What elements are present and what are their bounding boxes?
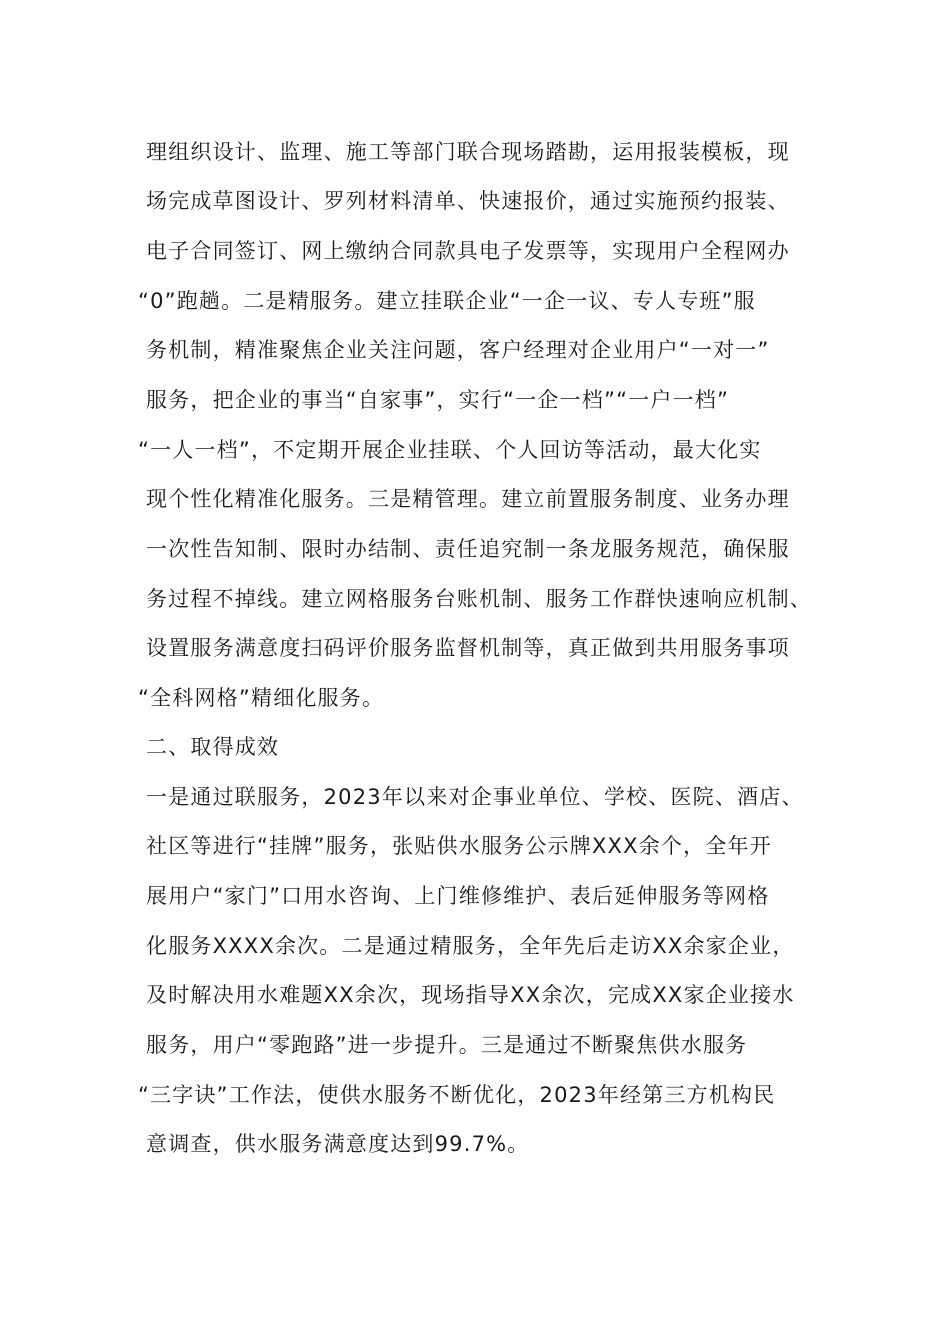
paragraph2-line-1: 一是通过联服务，2023年以来对企事业单位、学校、医院、酒店、 [146, 785, 804, 809]
paragraph2-line-7: “三字诀”工作法，使供水服务不断优化，2023年经第三方机构民 [138, 1083, 776, 1107]
paragraph1-line-2: 场完成草图设计、罗列材料清单、快速报价，通过实施预约报装、 [146, 189, 790, 213]
paragraph2-line-3: 展用户“家门”口用水咨询、上门维修维护、表后延伸服务等网格 [146, 884, 770, 908]
paragraph1-line-9: 一次性告知制、限时办结制、责任追究制一条龙服务规范，确保服 [146, 537, 790, 561]
paragraph1-line-8: 现个性化精准化服务。三是精管理。建立前置服务制度、业务办理 [146, 487, 790, 511]
paragraph2-line-4: 化服务XXXX余次。二是通过精服务，全年先后走访XX余家企业， [146, 934, 795, 958]
paragraph2-line-8: 意调查，供水服务满意度达到99.7%。 [146, 1132, 530, 1156]
paragraph2-line-6: 服务，用户“零跑路”进一步提升。三是通过不断聚焦供水服务 [146, 1033, 748, 1057]
paragraph1-line-6: 服务，把企业的事当“自家事”，实行“一企一档”“一户一档” [146, 388, 730, 412]
paragraph1-line-10: 务过程不掉线。建立网格服务台账机制、服务工作群快速响应机制、 [146, 587, 812, 611]
paragraph1-line-11: 设置服务满意度扫码评价服务监督机制等，真正做到共用服务事项 [146, 636, 790, 660]
paragraph1-line-12: “全科网格”精细化服务。 [138, 686, 385, 710]
paragraph1-line-4: “0”跑趟。二是精服务。建立挂联企业“一企一议、专人专班”服 [138, 289, 756, 313]
paragraph1-line-7: “一人一档”，不定期开展企业挂联、个人回访等活动，最大化实 [138, 438, 762, 462]
paragraph1-line-3: 电子合同签订、网上缴纳合同款具电子发票等，实现用户全程网办 [146, 239, 790, 263]
paragraph2-line-5: 及时解决用水难题XX余次，现场指导XX余次，完成XX家企业接水 [146, 983, 795, 1007]
paragraph2-line-2: 社区等进行“挂牌”服务，张贴供水服务公示牌XXX余个，全年开 [146, 834, 772, 858]
paragraph1-line-1: 理组织设计、监理、施工等部门联合现场踏勘，运用报装模板，现 [146, 140, 790, 164]
section-heading: 二、取得成效 [146, 735, 280, 759]
paragraph1-line-5: 务机制，精准聚焦企业关注问题，客户经理对企业用户“一对一” [146, 338, 770, 362]
